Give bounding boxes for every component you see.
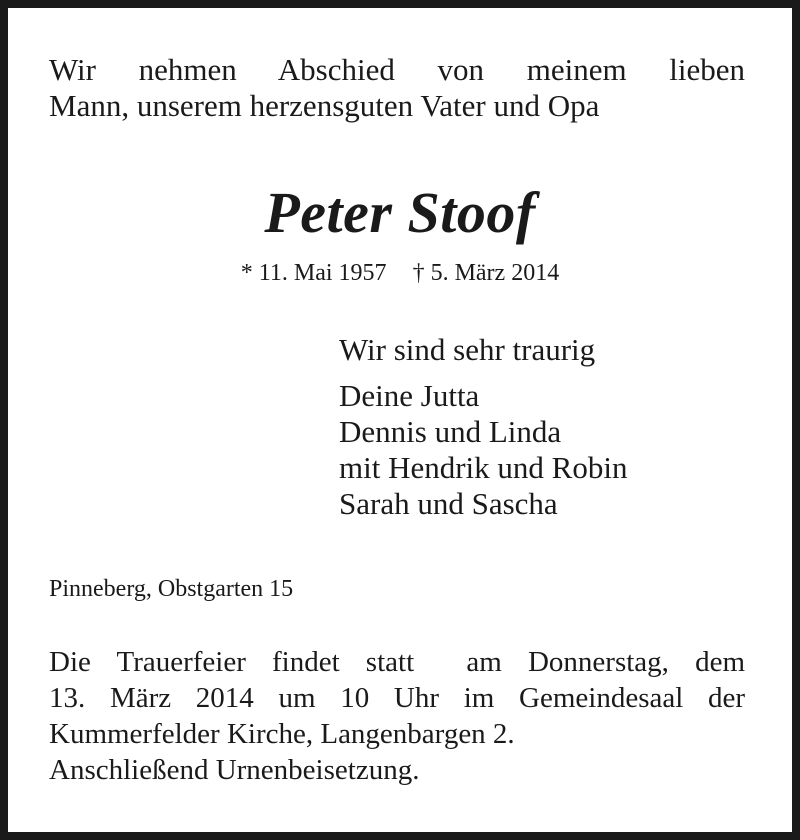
mourning-message: Wir sind sehr traurig [339,332,596,367]
funeral-service-text [49,644,745,788]
death-date: † 5. März 2014 [412,260,560,286]
mourner-name-3: mit Hendrik und Robin [339,450,628,485]
family-address: Pinneberg, Obstgarten 15 [49,576,294,602]
life-dates [8,258,792,288]
intro-text [49,52,745,124]
birth-date: * 11. Mai 1957 [240,260,387,286]
mourner-name-4: Sarah und Sascha [339,486,558,521]
service-line-3: Kummerfelder Kirche, Langenbargen 2. [49,718,515,750]
intro-line-2: Mann, unserem herzensguten Vater und Opa [49,88,600,123]
intro-line-1: Wir nehmen Abschied von meinem lieben [49,52,745,87]
service-line-4: Anschließend Urnenbeisetzung. [49,754,420,786]
service-line-2: 13. März 2014 um 10 Uhr im Gemeindesaal der [49,682,745,714]
mourner-name-2: Dennis und Linda [339,414,562,449]
service-line-1: Die Trauerfeier findet statt am Donnerstag, dem [49,646,745,678]
deceased-name: Peter Stoof [264,180,536,245]
mourner-name-1: Deine Jutta [339,378,480,413]
